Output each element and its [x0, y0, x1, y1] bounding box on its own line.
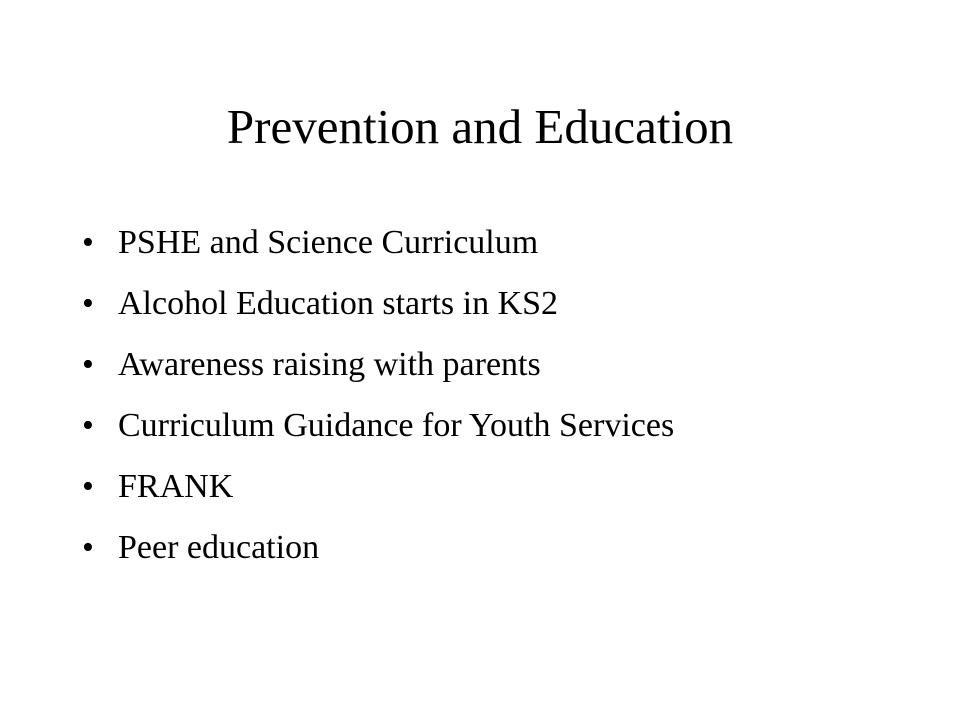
bullet-text: Alcohol Education starts in KS2 — [118, 285, 559, 322]
bullet-text: PSHE and Science Curriculum — [118, 224, 539, 261]
bullet-item — [82, 273, 674, 334]
bullet-text: FRANK — [118, 468, 234, 505]
bullet-item — [82, 212, 674, 273]
bullet-dot-icon: • — [82, 285, 94, 322]
bullet-item — [82, 456, 674, 517]
bullet-text: Awareness raising with parents — [118, 346, 541, 383]
bullet-text: Peer education — [118, 529, 320, 566]
bullet-dot-icon: • — [82, 407, 94, 444]
slide-title: Prevention and Education — [226, 99, 734, 154]
bullet-dot-icon: • — [82, 224, 94, 261]
bullet-item — [82, 517, 674, 578]
bullet-text: Curriculum Guidance for Youth Services — [118, 407, 675, 444]
bullet-list — [82, 212, 674, 578]
bullet-dot-icon: • — [82, 468, 94, 505]
bullet-item — [82, 395, 674, 456]
bullet-item — [82, 334, 674, 395]
bullet-dot-icon: • — [82, 529, 94, 566]
bullet-dot-icon: • — [82, 346, 94, 383]
